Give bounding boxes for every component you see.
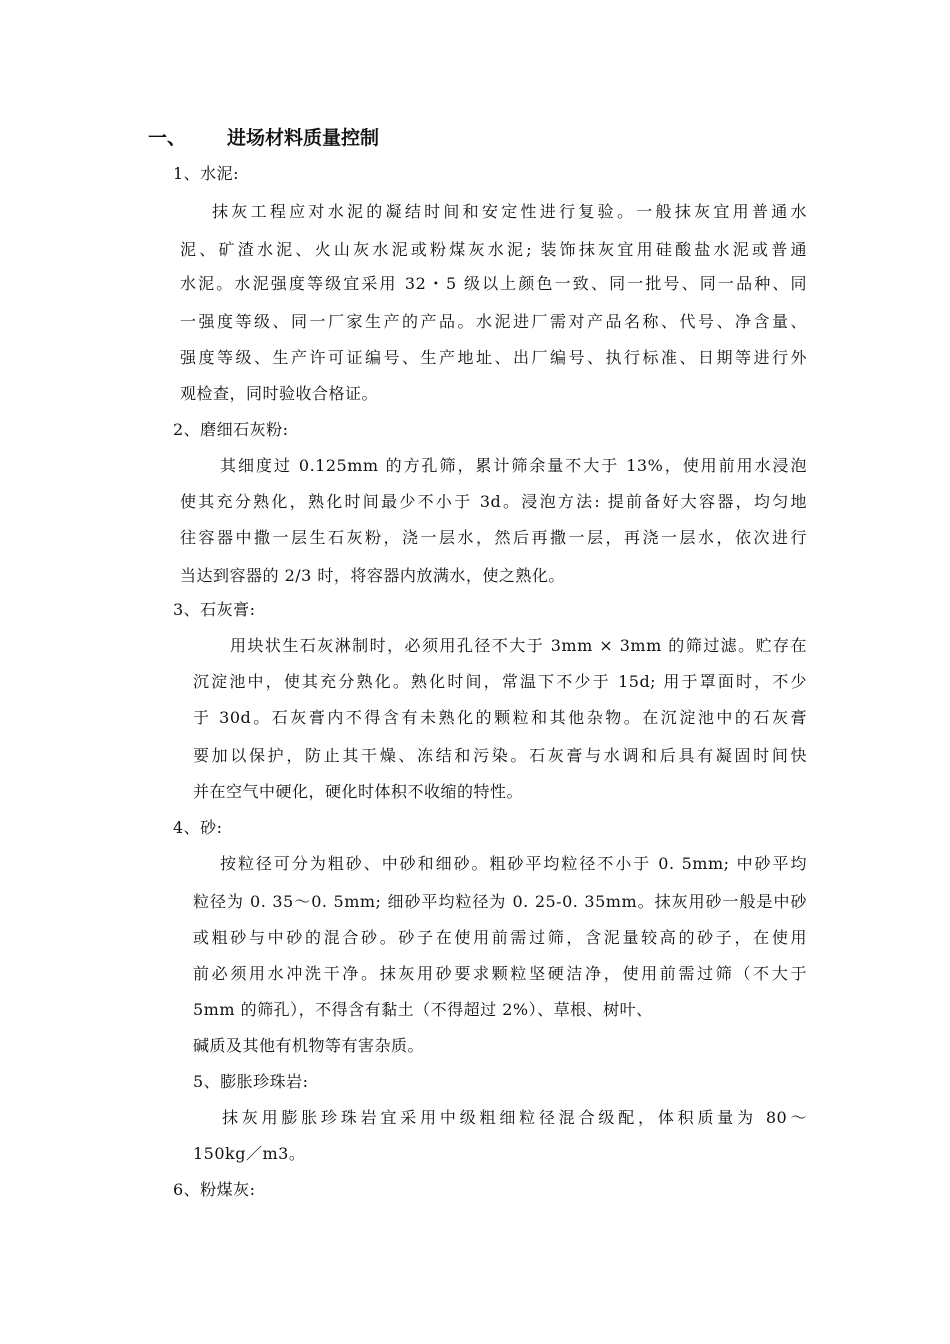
paragraph-line: 并在空气中硬化，硬化时体积不收缩的特性。 [193,782,524,801]
paragraph-line: 150kg／m3。 [193,1144,306,1163]
paragraph-line: 沉淀池中，使其充分熟化。熟化时间，常温下不少于 15d; 用于罩面时，不少 [193,672,807,691]
paragraph-line: 抹灰用膨胀珍珠岩宜采用中级粗细粒径混合级配，体积质量为 80～ [222,1108,807,1127]
heading-number: 一、 [148,127,187,149]
subsection-title-perlite: 5、膨胀珍珠岩: [193,1072,309,1091]
paragraph-line: 粒径为 0. 35～0. 5mm; 细砂平均粒径为 0. 25-0. 35mm。抹灰用砂一般是中砂 [193,892,807,911]
paragraph-line: 泥、矿渣水泥、火山灰水泥或粉煤灰水泥; 装饰抹灰宜用硅酸盐水泥或普通 [180,240,807,259]
paragraph-line: 观检查，同时验收合格证。 [180,384,379,403]
paragraph-line: 要加以保护，防止其干燥、冻结和污染。石灰膏与水调和后具有凝固时间快 [193,746,807,765]
heading-title: 进场材料质量控制 [227,127,380,149]
paragraph-line: 水泥。水泥强度等级宜采用 32・5 级以上颜色一致、同一批号、同一品种、同 [180,274,807,293]
section-heading [148,124,379,152]
subsection-title-lime-powder: 2、磨细石灰粉: [173,420,289,439]
paragraph-line: 使其充分熟化，熟化时间最少不小于 3d。浸泡方法: 提前备好大容器，均匀地 [180,492,807,511]
subsection-title-cement: 1、水泥: [173,164,240,183]
paragraph-line: 其细度过 0.125mm 的方孔筛，累计筛余量不大于 13%，使用前用水浸泡 [220,456,807,475]
paragraph-line: 或粗砂与中砂的混合砂。砂子在使用前需过筛，含泥量较高的砂子，在使用 [193,928,807,947]
subsection-title-lime-paste: 3、石灰膏: [173,600,256,619]
paragraph-line: 按粒径可分为粗砂、中砂和细砂。粗砂平均粒径不小于 0. 5mm; 中砂平均 [220,854,807,873]
paragraph-line: 往容器中撒一层生石灰粉，浇一层水，然后再撒一层，再浇一层水，依次进行 [180,528,807,547]
paragraph-line: 强度等级、生产许可证编号、生产地址、出厂编号、执行标准、日期等进行外 [180,348,807,367]
paragraph-line: 于 30d。石灰膏内不得含有未熟化的颗粒和其他杂物。在沉淀池中的石灰膏 [193,708,807,727]
paragraph-line: 用块状生石灰淋制时，必须用孔径不大于 3mm × 3mm 的筛过滤。贮存在 [230,636,807,655]
paragraph-line: 前必须用水冲洗干净。抹灰用砂要求颗粒坚硬洁净，使用前需过筛（不大于 [193,964,807,983]
paragraph-line: 当达到容器的 2/3 时，将容器内放满水，使之熟化。 [180,566,565,585]
subsection-title-fly-ash: 6、粉煤灰: [173,1180,256,1199]
paragraph-line: 5mm 的筛孔），不得含有黏土（不得超过 2%）、草根、树叶、 [193,1000,653,1019]
paragraph-line: 碱质及其他有机物等有害杂质。 [193,1036,425,1055]
paragraph-line: 一强度等级、同一厂家生产的产品。水泥进厂需对产品名称、代号、净含量、 [180,312,807,331]
subsection-title-sand: 4、砂: [173,818,223,837]
paragraph-line: 抹灰工程应对水泥的凝结时间和安定性进行复验。一般抹灰宜用普通水 [212,202,807,221]
